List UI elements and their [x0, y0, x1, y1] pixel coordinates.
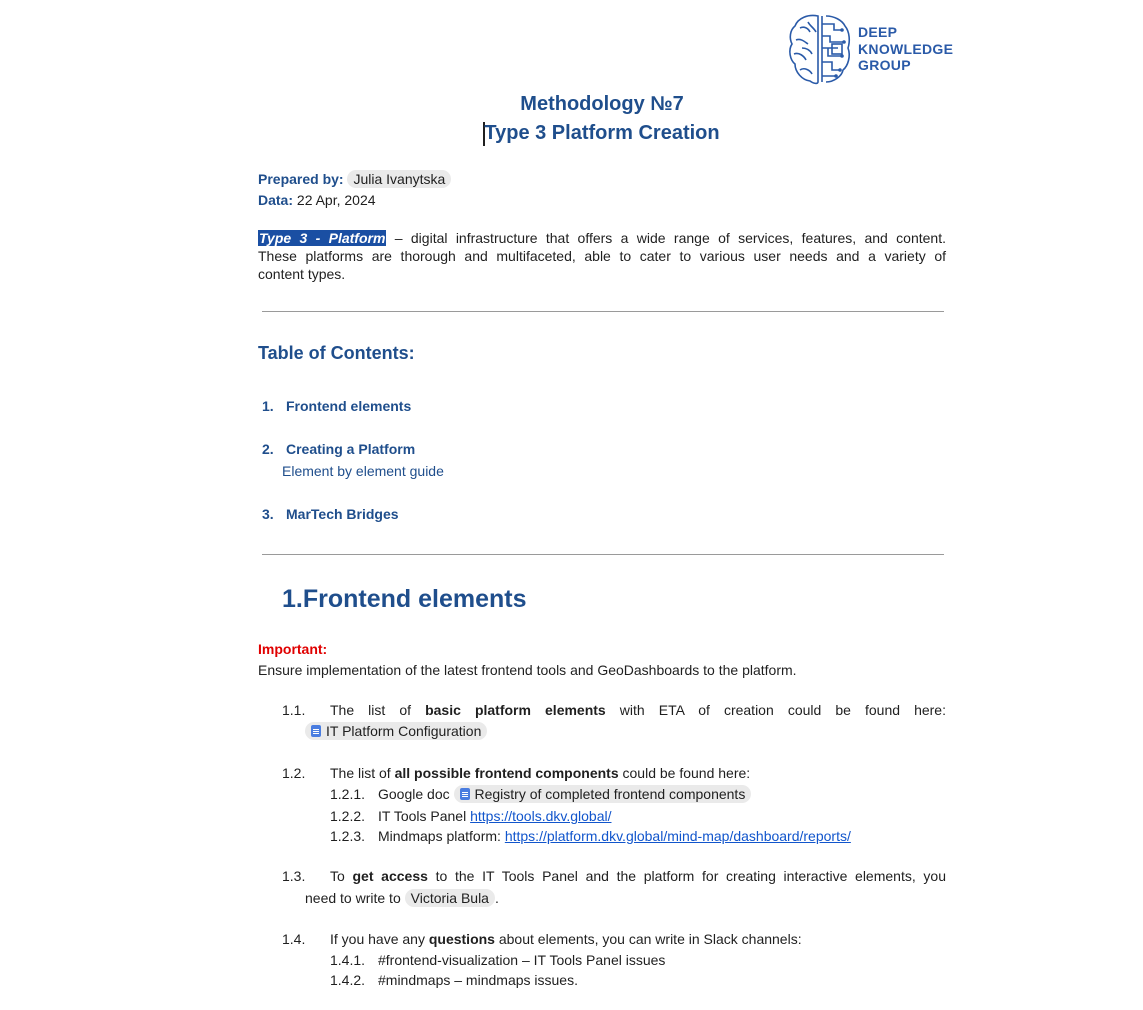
list-number: 1.4.	[282, 931, 306, 947]
logo	[788, 12, 954, 88]
list-number: 1.2.	[282, 765, 306, 781]
prepared-by-row	[258, 170, 451, 188]
list-item-1-4-1: #frontend-visualization – IT Tools Panel issues	[378, 952, 666, 968]
definition-paragraph	[258, 229, 946, 283]
logo-text-line1: DEEP	[858, 24, 898, 40]
list-number: 1.3.	[282, 868, 306, 884]
definition-line1: Type 3 - Platform – digital infrastructure that offers a wide range of services, features, and content.	[259, 230, 946, 246]
logo-text-line2: KNOWLEDGE	[858, 40, 954, 57]
person-chip-julia[interactable]: Julia Ivanytska	[347, 170, 451, 188]
definition-line3: content types.	[258, 266, 346, 282]
document-icon	[311, 725, 321, 737]
divider	[262, 311, 944, 312]
person-chip-victoria[interactable]: Victoria Bula	[405, 889, 495, 907]
link-tools-panel[interactable]: https://tools.dkv.global/	[470, 808, 612, 824]
list-item-1-4: If you have any questions about elements, you can write in Slack channels:	[330, 931, 802, 947]
list-number: 1.4.1.	[330, 952, 366, 968]
divider	[262, 554, 944, 555]
date-row	[258, 192, 376, 208]
toc-item-2[interactable]: 2. Creating a Platform	[262, 441, 416, 457]
list-item-1-2-1: Google doc Registry of completed frontend components	[378, 785, 751, 803]
document-icon	[460, 788, 470, 800]
section-heading: 1.Frontend elements	[282, 585, 527, 613]
date-value: 22 Apr, 2024	[296, 192, 376, 208]
list-number: 1.4.2.	[330, 972, 366, 988]
prepared-by-label: Prepared by:	[258, 171, 344, 187]
list-item-1-3-line2: need to write to Victoria Bula .	[305, 890, 499, 906]
title-line2: Type 3 Platform Creation	[484, 122, 720, 144]
toc-item-3[interactable]: 3. MarTech Bridges	[262, 506, 399, 522]
brain-icon	[788, 12, 852, 86]
doc-chip-registry[interactable]: Registry of completed frontend components	[454, 785, 752, 803]
definition-term-selected[interactable]: Type 3 - Platform	[259, 230, 386, 246]
list-number: 1.2.1.	[330, 786, 366, 802]
logo-text-line3: GROUP	[858, 57, 911, 73]
list-item-1-4-2: #mindmaps – mindmaps issues.	[378, 972, 578, 988]
date-label: Data:	[258, 192, 294, 208]
toc-item-2-sub[interactable]: Element by element guide	[282, 463, 444, 479]
list-item-1-2-2: IT Tools Panel https://tools.dkv.global/	[378, 808, 612, 824]
list-number: 1.1.	[282, 702, 306, 718]
list-item-1-3: To get access to the IT Tools Panel and the platform for creating interactive elements, you	[330, 868, 946, 884]
list-item-1-1: The list of basic platform elements with ETA of creation could be found here:	[330, 702, 946, 718]
toc-item-1[interactable]: 1. Frontend elements	[262, 398, 412, 414]
definition-line2: These platforms are thorough and multifaceted, able to cater to various user needs and a variety of	[258, 248, 946, 264]
link-mindmaps[interactable]: https://platform.dkv.global/mind-map/dashboard/reports/	[504, 828, 851, 844]
title-line1: Methodology №7	[520, 93, 684, 115]
toc-heading: Table of Contents:	[258, 343, 415, 363]
important-text: Ensure implementation of the latest frontend tools and GeoDashboards to the platform.	[258, 662, 797, 678]
doc-chip-it-platform[interactable]: IT Platform Configuration	[305, 722, 487, 740]
list-number: 1.2.2.	[330, 808, 366, 824]
list-number: 1.2.3.	[330, 828, 366, 844]
list-item-1-2-3: Mindmaps platform: https://platform.dkv.global/mind-map/dashboard/reports/	[378, 828, 851, 844]
important-label: Important:	[258, 641, 328, 657]
list-item-1-2: The list of all possible frontend components could be found here:	[330, 765, 751, 781]
